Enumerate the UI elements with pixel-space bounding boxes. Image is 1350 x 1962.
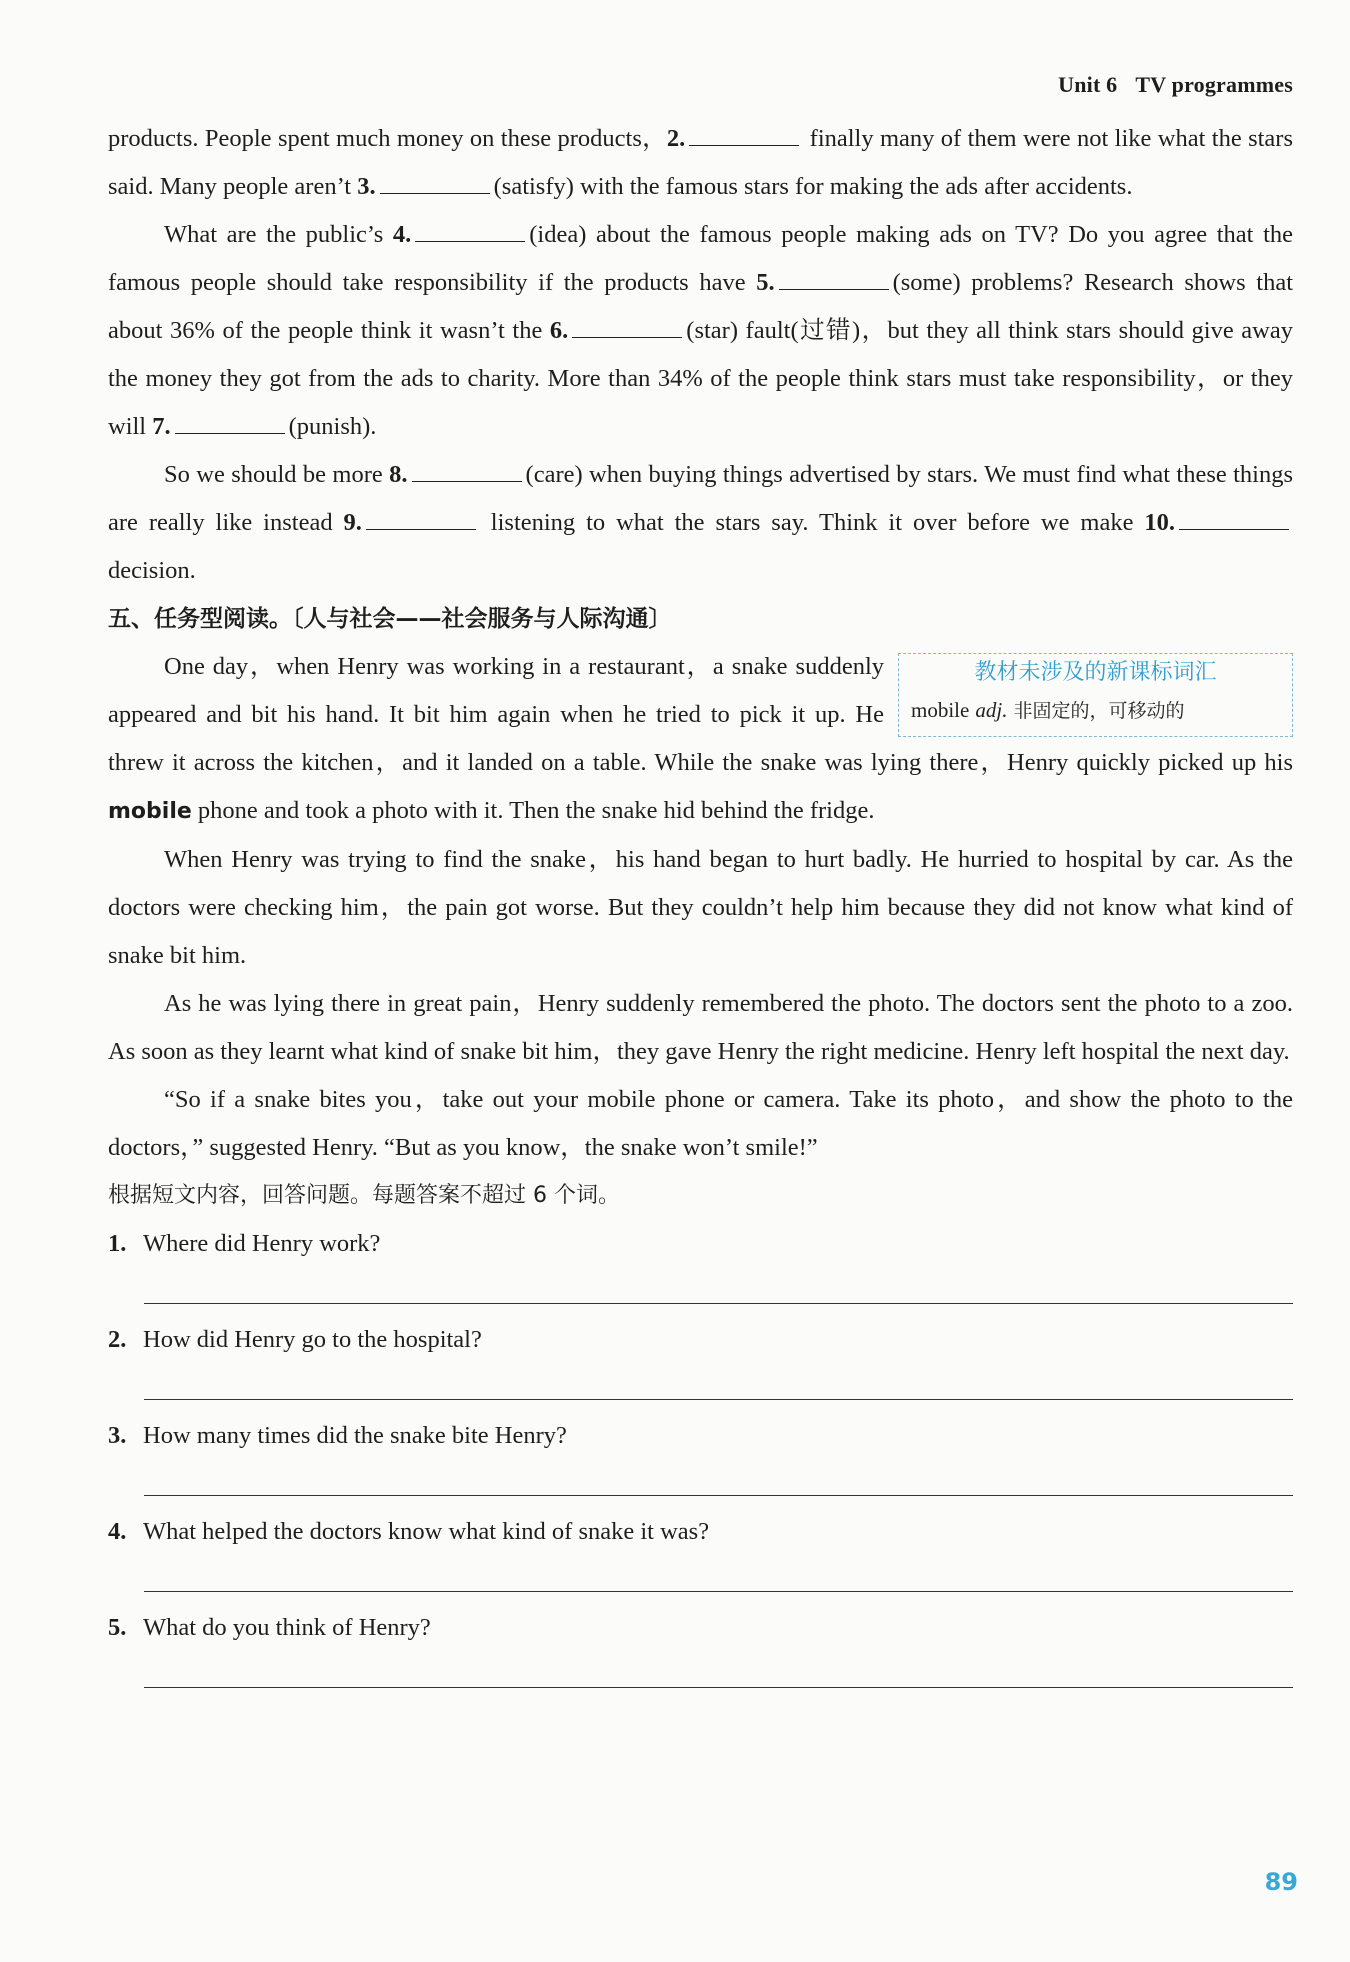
- text-run: (satisfy) with the famous stars for making the ads after accidents.: [493, 173, 1133, 200]
- answer-blank-7[interactable]: [175, 413, 285, 434]
- text-run: (idea) about the famous people making ads on TV? Do you agree that the famous people should take responsibility if the products have: [108, 221, 1293, 296]
- text-run: One day，when Henry was working in a restaurant，a snake suddenly appeared and bit his hand. It bit him again when he tried to pick it up. He threw it across the kitchen，and it landed on a table. While the snake was lying there，Henry quickly picked up his: [108, 653, 1293, 776]
- answer-blank-3[interactable]: [380, 173, 490, 194]
- blank-number: 8.: [389, 461, 408, 488]
- running-header: [1058, 72, 1293, 98]
- question-text: What do you think of Henry?: [143, 1614, 431, 1641]
- answer-blank-8[interactable]: [412, 461, 522, 482]
- reading-paragraph-4: “So if a snake bites you，take out your mobile phone or camera. Take its photo，and show the photo to the doctors，” suggested Henry. “But as you know，the snake won’t smile!”: [108, 1086, 1293, 1161]
- text-run: decision.: [108, 557, 196, 584]
- blank-number: 6.: [549, 317, 569, 344]
- blank-number: 7.: [152, 413, 171, 440]
- question-number: 3.: [108, 1422, 127, 1449]
- blank-number: 3.: [357, 173, 376, 200]
- text-run: products. People spent much money on these products，: [108, 125, 667, 152]
- answer-line[interactable]: [144, 1303, 1293, 1304]
- answer-blank-9[interactable]: [366, 509, 476, 530]
- blank-number: 10.: [1144, 509, 1175, 536]
- question-instruction: 根据短文内容，回答问题。每题答案不超过 6 个词。: [108, 1183, 620, 1208]
- passage1-paragraph-3: [108, 451, 1293, 595]
- question-text: Where did Henry work?: [143, 1230, 381, 1257]
- question-text: How many times did the snake bite Henry?: [143, 1422, 567, 1449]
- reading-paragraph-3: As he was lying there in great pain，Henry suddenly remembered the photo. The doctors sent the photo to a zoo. As soon as they learnt what kind of snake bit him，they gave Henry the right medicine. Henry left hospital the next day.: [108, 990, 1293, 1065]
- passage1-paragraph-1: [108, 115, 1293, 211]
- question-number: 5.: [108, 1614, 127, 1641]
- question-number: 1.: [108, 1230, 127, 1257]
- question-item: [108, 1604, 1293, 1700]
- answer-line[interactable]: [144, 1687, 1293, 1688]
- question-text: How did Henry go to the hospital?: [143, 1326, 482, 1353]
- passage1-paragraph-2: [108, 211, 1293, 451]
- vocabulary-note-box: [898, 653, 1293, 737]
- text-run: (care) when buying things advertised by stars. We must find what these things are really like instead: [108, 461, 1294, 536]
- question-item: [108, 1316, 1293, 1412]
- question-text: What helped the doctors know what kind of snake it was?: [143, 1518, 710, 1545]
- unit-label: Unit 6: [1058, 72, 1118, 97]
- vocabulary-note-entry: [899, 700, 1292, 721]
- question-list: [108, 1220, 1293, 1700]
- answer-blank-5[interactable]: [779, 269, 889, 290]
- answer-line[interactable]: [144, 1591, 1293, 1592]
- vocabulary-note-title: 教材未涉及的新课标词汇: [974, 660, 1217, 685]
- blank-number: 5.: [756, 269, 775, 296]
- text-run: finally many of them were not like what the stars said. Many people aren’t: [108, 125, 1293, 200]
- page-number: 89: [1264, 1868, 1298, 1896]
- text-run: listening to what the stars say. Think it over before we make: [479, 509, 1145, 536]
- answer-line[interactable]: [144, 1495, 1293, 1496]
- reading-paragraph-2: When Henry was trying to find the snake，his hand began to hurt badly. He hurried to hospital by car. As the doctors were checking him，the pain got worse. But they couldn’t help him because they did not know what kind of snake bit him.: [108, 846, 1293, 969]
- text-run: (star) fault(过错)，but they all think stars should give away the money they got from the ads to charity. More than 34% of the people think stars must take responsibility，or they will: [108, 317, 1293, 440]
- text-run: So we should be more: [164, 461, 390, 488]
- answer-blank-2[interactable]: [689, 125, 799, 146]
- unit-topic: TV programmes: [1135, 72, 1293, 97]
- question-item: [108, 1508, 1293, 1604]
- question-item: [108, 1412, 1293, 1508]
- blank-number: 2.: [666, 125, 686, 152]
- highlighted-keyword: mobile: [108, 799, 192, 824]
- blank-number: 4.: [392, 221, 412, 248]
- note-part-of-speech: adj.: [975, 698, 1008, 722]
- answer-line[interactable]: [144, 1399, 1293, 1400]
- text-run: phone and took a photo with it. Then the snake hid behind the fridge.: [191, 797, 875, 824]
- main-content: [108, 115, 1293, 1700]
- question-number: 2.: [108, 1326, 127, 1353]
- text-run: What are the public’s: [164, 221, 393, 248]
- question-item: [108, 1220, 1293, 1316]
- text-run: (punish).: [288, 413, 377, 440]
- text-run: (some) problems? Research shows that about 36% of the people think it wasn’t the: [108, 269, 1294, 344]
- section-5-title: 五、任务型阅读。〔人与社会——社会服务与人际沟通〕: [108, 606, 672, 632]
- blank-number: 9.: [343, 509, 362, 536]
- note-word: mobile: [911, 698, 970, 722]
- answer-blank-4[interactable]: [415, 221, 525, 242]
- answer-blank-6[interactable]: [572, 317, 682, 338]
- note-meaning: 非固定的，可移动的: [1013, 700, 1185, 722]
- question-number: 4.: [108, 1518, 127, 1545]
- answer-blank-10[interactable]: [1179, 509, 1289, 530]
